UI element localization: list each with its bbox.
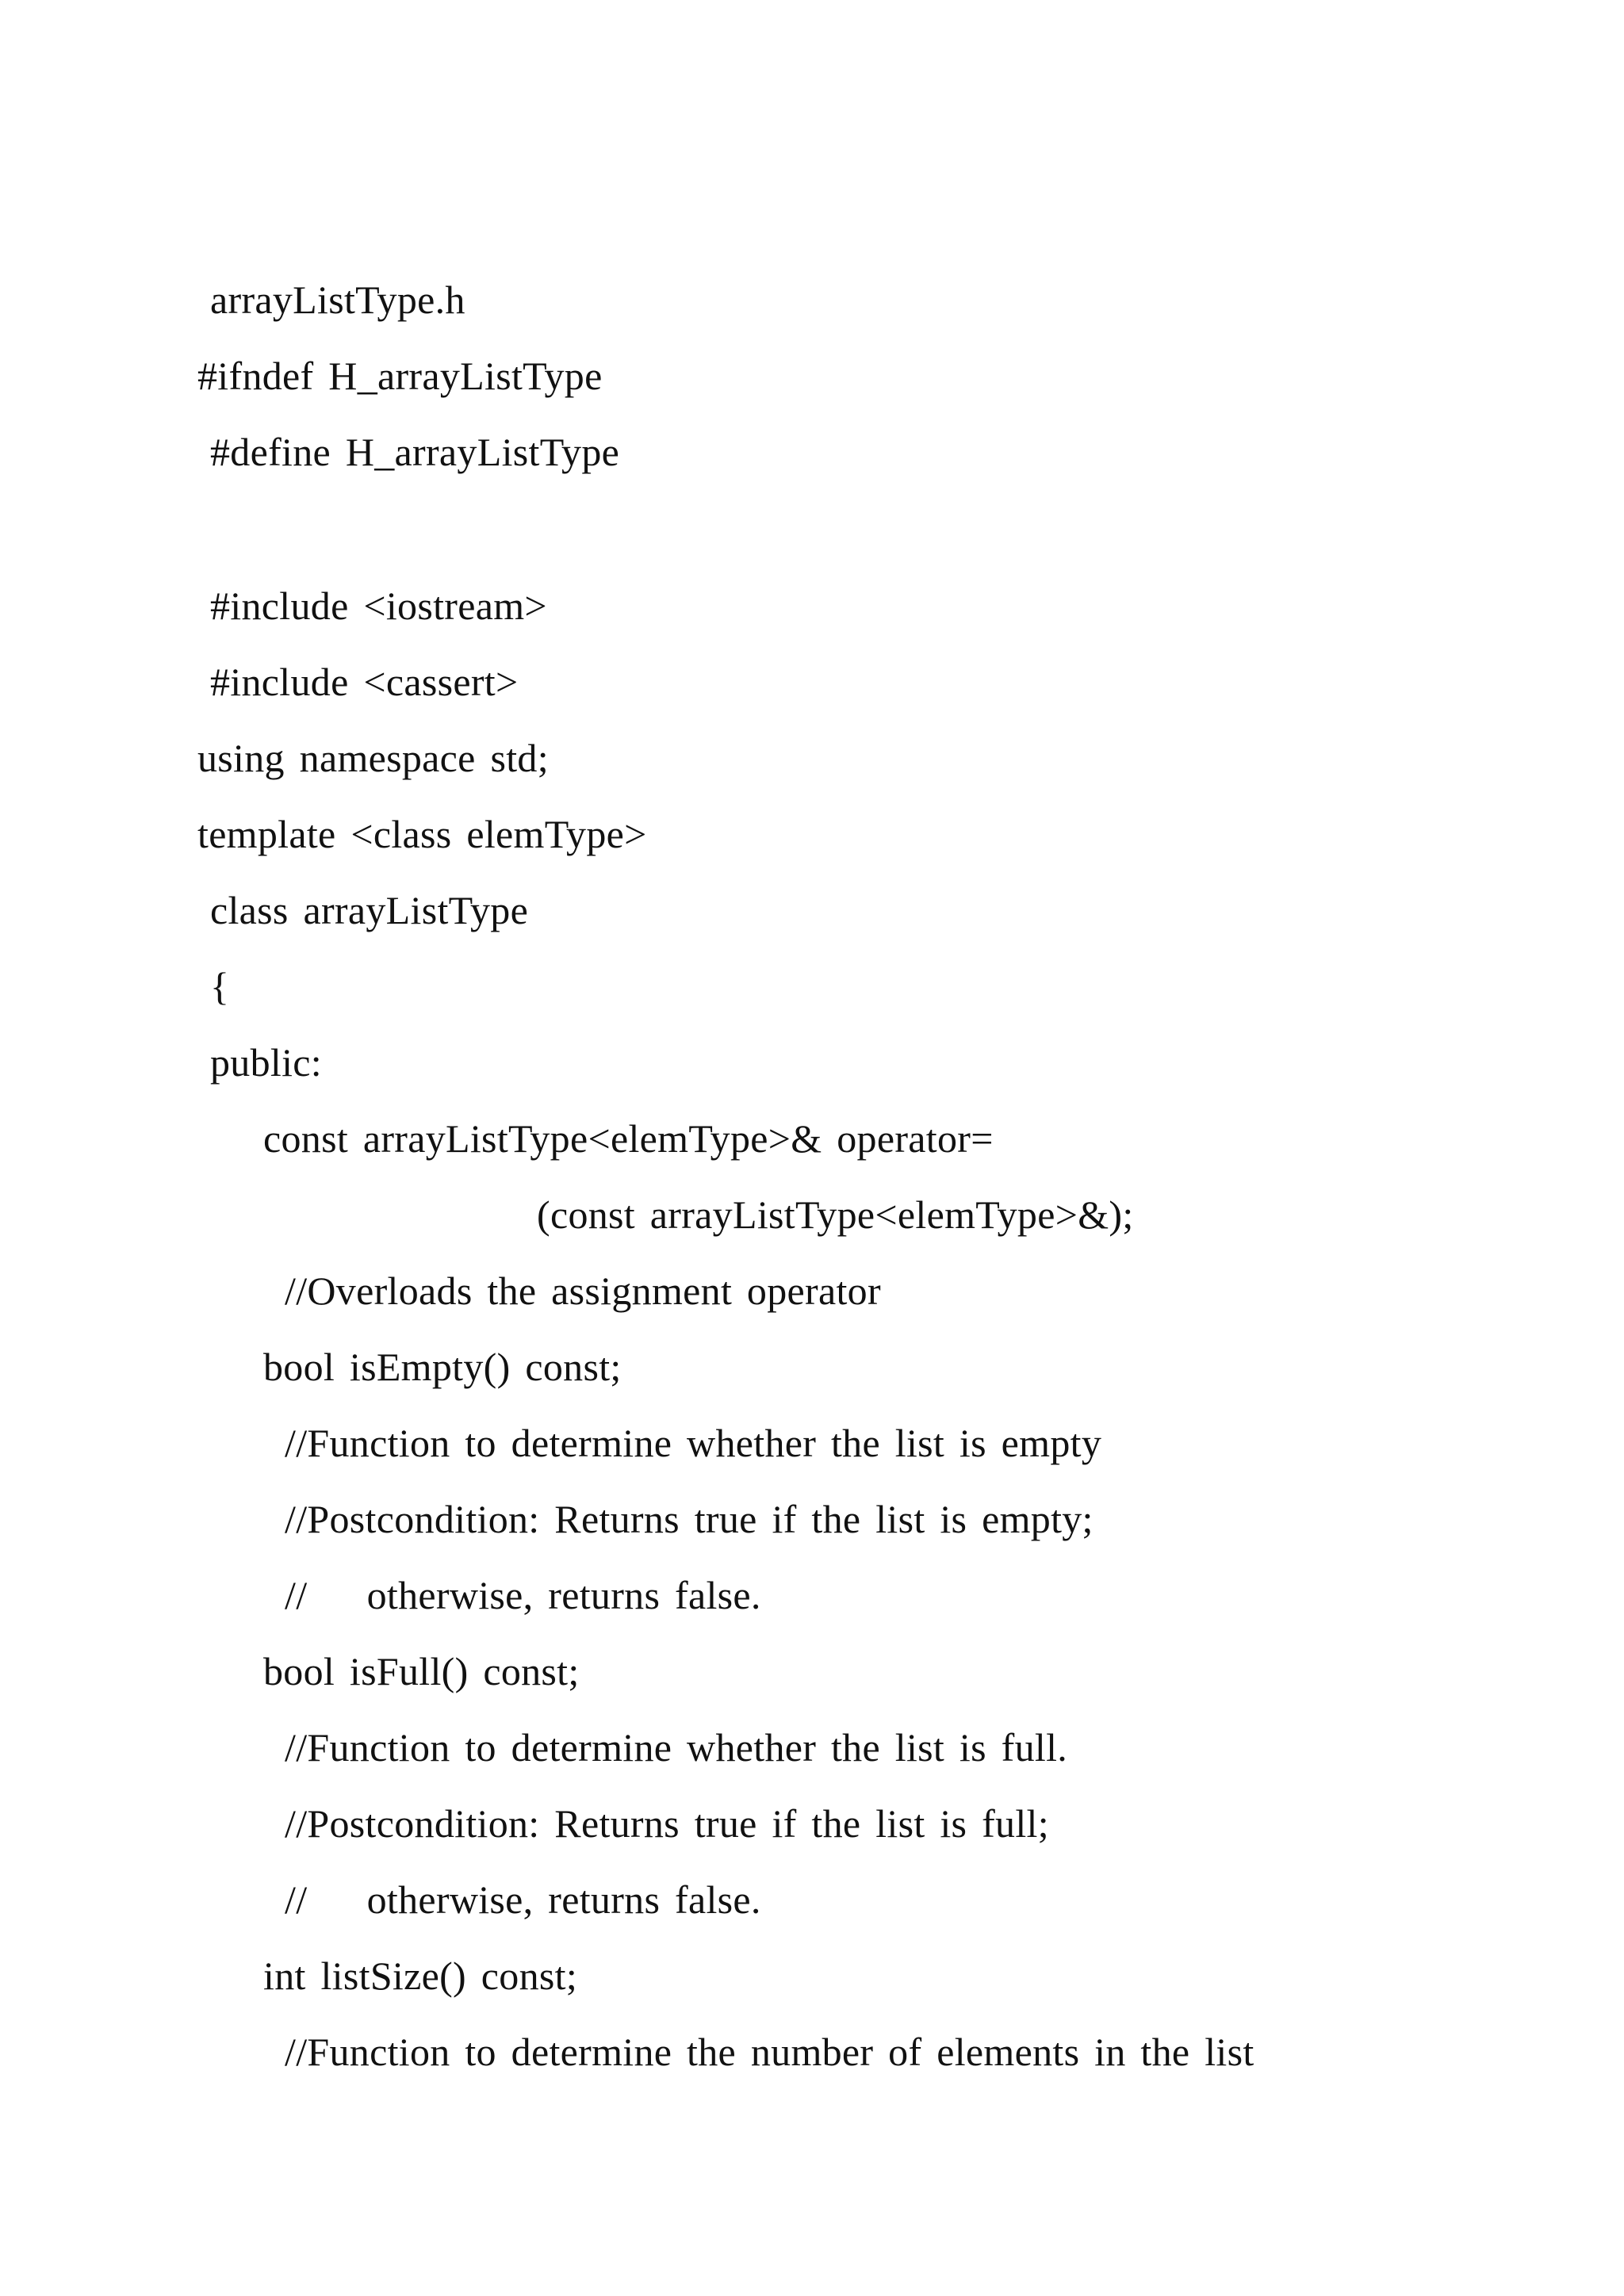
- code-line-public: public:: [210, 1040, 322, 1085]
- code-line-class-declaration: class arrayListType: [210, 888, 529, 932]
- code-comment-full-postcondition: //Postcondition: Returns true if the list is full;: [285, 1801, 1049, 1846]
- code-line-operator-declaration: const arrayListType<elemType>& operator=: [263, 1116, 994, 1161]
- code-comment-list-size-function: //Function to determine the number of elements in the list: [285, 2030, 1254, 2074]
- code-comment-overload: //Overloads the assignment operator: [285, 1269, 881, 1313]
- code-comment-full-otherwise: // otherwise, returns false.: [285, 1877, 761, 1922]
- code-line-using-namespace: using namespace std;: [197, 736, 549, 780]
- code-line-template: template <class elemType>: [197, 812, 647, 856]
- code-line-list-size: int listSize() const;: [263, 1954, 578, 1998]
- code-comment-empty-otherwise: // otherwise, returns false.: [285, 1573, 761, 1617]
- code-line-is-full: bool isFull() const;: [263, 1649, 580, 1693]
- code-line-open-brace: {: [210, 964, 230, 1008]
- code-comment-full-function: //Function to determine whether the list is full.: [285, 1725, 1068, 1770]
- code-line-ifndef: #ifndef H_arrayListType: [197, 354, 603, 398]
- code-line-define: #define H_arrayListType: [210, 430, 620, 474]
- code-comment-empty-function: //Function to determine whether the list is empty: [285, 1421, 1102, 1465]
- code-line-include-iostream: #include <iostream>: [210, 584, 547, 628]
- code-line-file-name: arrayListType.h: [210, 277, 465, 322]
- code-line-is-empty: bool isEmpty() const;: [263, 1345, 622, 1389]
- code-comment-empty-postcondition: //Postcondition: Returns true if the list is empty;: [285, 1497, 1094, 1541]
- code-line-operator-parameter: (const arrayListType<elemType>&);: [537, 1192, 1134, 1237]
- code-line-include-cassert: #include <cassert>: [210, 660, 519, 704]
